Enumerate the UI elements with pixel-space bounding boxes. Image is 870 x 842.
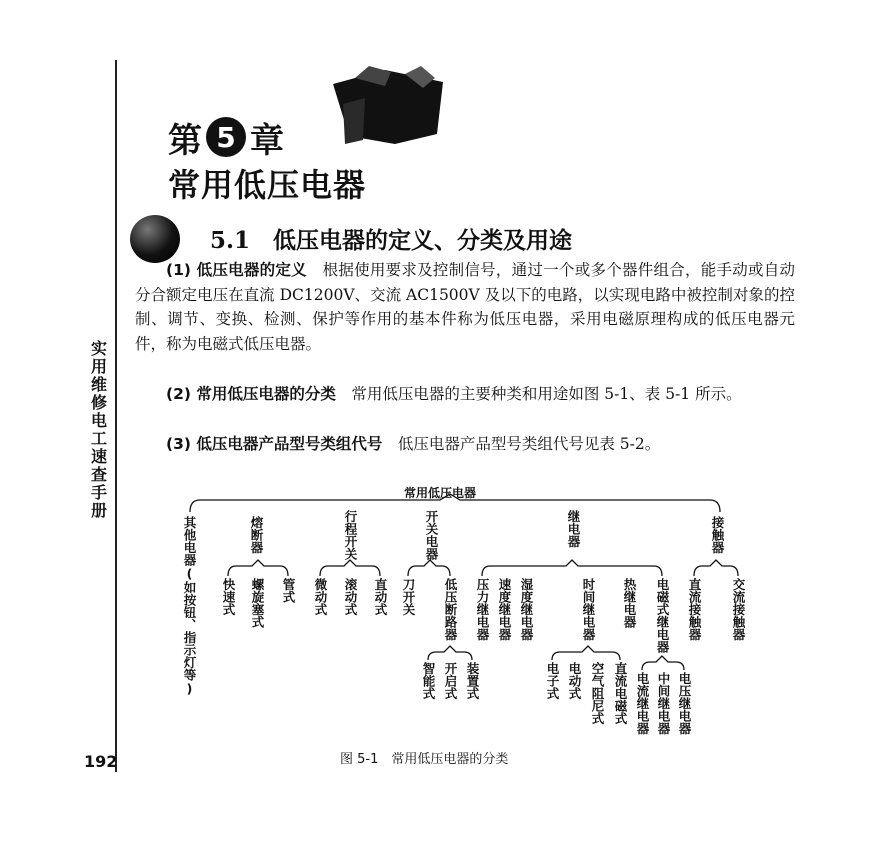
breaker-type: 开启式 <box>443 662 458 700</box>
chapter-prefix: 第 <box>168 120 202 161</box>
breaker-type: 装置式 <box>465 662 480 700</box>
breaker-type: 智能式 <box>421 662 436 700</box>
section-heading: 5.1 低压电器的定义、分类及用途 <box>210 227 573 254</box>
relay-type: 热继电器 <box>622 578 637 628</box>
category-fuse: 熔断器 <box>249 516 264 554</box>
category-other: 其他电器(如按钮、指示灯等) <box>182 516 197 696</box>
page-number: 192 <box>84 752 118 771</box>
contactor-type: 交流接触器 <box>731 578 746 641</box>
relay-type: 压力继电器 <box>475 578 490 641</box>
limit-switch-type: 微动式 <box>313 578 328 616</box>
em-relay-type: 电压继电器 <box>677 672 692 735</box>
figure-caption: 图 5-1 常用低压电器的分类 <box>340 752 509 767</box>
chapter-number-badge: 5 <box>206 117 246 157</box>
relay-type: 湿度继电器 <box>519 578 534 641</box>
category-contactor: 接触器 <box>710 516 725 554</box>
fuse-type: 螺旋塞式 <box>250 578 265 628</box>
contactor-type: 直流接触器 <box>687 578 702 641</box>
fuse-type: 快速式 <box>221 578 236 616</box>
sidebar-book-title: 实用维修电工速查手册 <box>90 339 107 520</box>
paragraph-text: 低压电器产品型号类组代号见表 5-2。 <box>397 435 661 453</box>
relay-type: 时间继电器 <box>581 578 596 641</box>
limit-switch-type: 直动式 <box>373 578 388 616</box>
time-relay-type: 直流电磁式 <box>613 662 628 725</box>
em-relay-type: 中间继电器 <box>656 672 671 735</box>
relay-type: 速度继电器 <box>497 578 512 641</box>
em-relay-type: 电流继电器 <box>635 672 650 735</box>
switch-type: 刀开关 <box>401 578 416 616</box>
diagram-root-label: 常用低压电器 <box>404 486 477 500</box>
fuse-type: 管式 <box>281 578 296 603</box>
chapter-suffix: 章 <box>250 120 284 161</box>
category-switch: 开关电器 <box>424 510 439 560</box>
category-relay: 继电器 <box>566 510 581 548</box>
paragraph-label: (3) 低压电器产品型号类组代号 <box>166 435 383 453</box>
time-relay-type: 空气阻尼式 <box>590 662 605 725</box>
limit-switch-type: 滚动式 <box>343 578 358 616</box>
time-relay-type: 电子式 <box>545 662 560 700</box>
relay-type: 电磁式继电器 <box>655 578 670 653</box>
paragraph-text: 常用低压电器的主要种类和用途如图 5-1、表 5-1 所示。 <box>351 385 742 403</box>
category-limit-switch: 行程开关 <box>343 510 358 560</box>
time-relay-type: 电动式 <box>567 662 582 700</box>
paragraph-label: (1) 低压电器的定义 <box>166 261 307 279</box>
paragraph-text: 根据使用要求及控制信号，通过一个或多个器件组合，能手动或自动分合额定电压在直流 DC1200V、交流 AC1500V 及以下的电路，以实现电路中被控制对象的控制、调节、变换、检测、保护等作用的基本件称为低压电器，采用电磁原理构成的低压电器元件，称为电磁式低压电器。 <box>135 261 795 353</box>
paragraph-label: (2) 常用低压电器的分类 <box>166 385 336 403</box>
switch-type: 低压断路器 <box>443 578 458 641</box>
chapter-title: 常用低压电器 <box>168 166 367 204</box>
